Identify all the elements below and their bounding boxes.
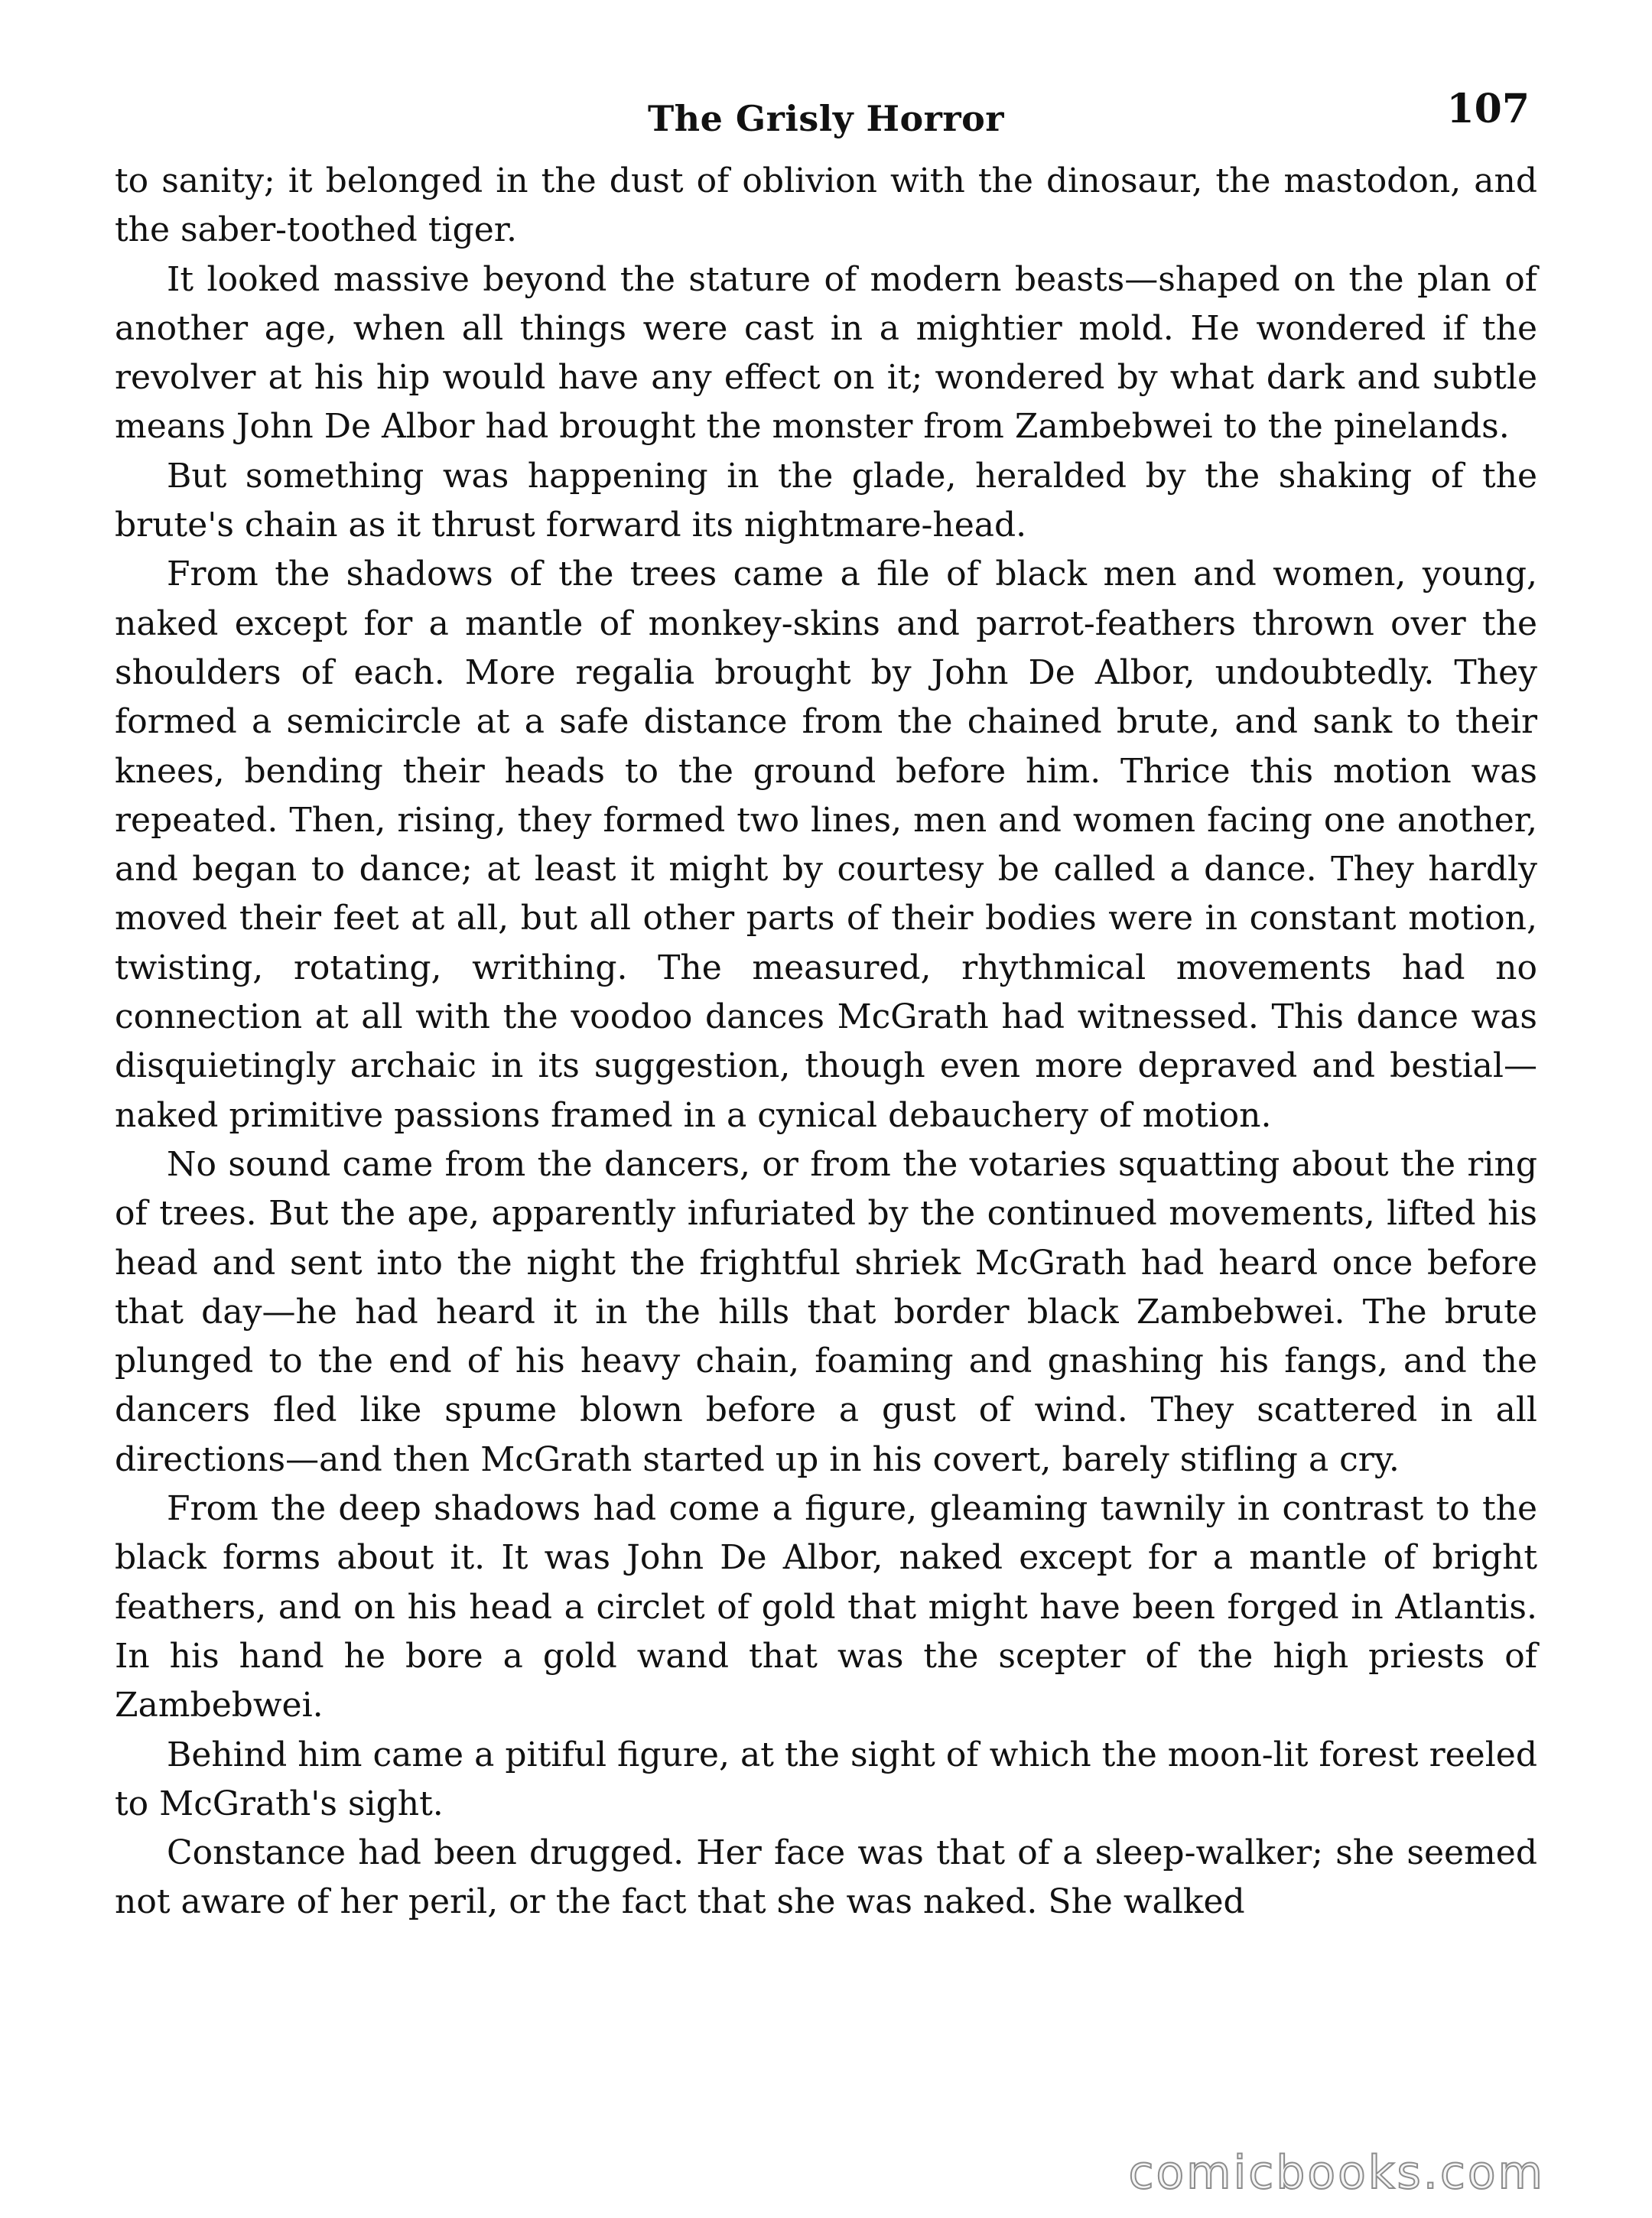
body-text — [115, 157, 1537, 1927]
paragraph: From the shadows of the trees came a file of black men and women, young, naked except for a mantle of monkey-skins and parrot-feathers thrown over the shoulders of each. More regalia brought by John De Albor, undoubtedly. They formed a semicircle at a safe distance from the chained brute, and sank to their knees, bending their heads to the ground before him. Thrice this motion was repeated. Then, rising, they formed two lines, men and women facing one another, and began to dance; at least it might by courtesy be called a dance. They hardly moved their feet at all, but all other parts of their bodies were in constant motion, twisting, rotating, writhing. The measured, rhythmical movements had no connection at all with the voodoo dances McGrath had witnessed. This dance was disquietingly archaic in its suggestion, though even more depraved and bestial—naked primitive passions framed in a cynical debauchery of motion. — [115, 554, 1537, 1135]
page-number: 107 — [1446, 86, 1530, 132]
paragraph: But something was happening in the glade, heralded by the shaking of the brute's chain as it thrust forward its nightmare-head. — [115, 456, 1537, 545]
watermark: comicbooks.com — [1128, 2146, 1545, 2200]
paragraph: From the deep shadows had come a figure, gleaming tawnily in contrast to the black forms about it. It was John De Albor, naked except for a mantle of bright feathers, and on his head a circlet of gold that might have been forged in Atlantis. In his hand he bore a gold wand that was the scepter of the high priests of Zambebwei. — [115, 1489, 1537, 1725]
paragraph: No sound came from the dancers, or from the votaries squatting about the ring of trees. But the ape, apparently infuriated by the continued movements, lifted his head and sent into the night the frightful shriek McGrath had heard once before that day—he had heard it in the hills that border black Zambebwei. The brute plunged to the end of his heavy chain, foaming and gnashing his fangs, and the dancers fled like spume blown before a gust of wind. They scattered in all directions—and then McGrath started up in his covert, barely stifling a cry. — [115, 1144, 1537, 1479]
paragraph: Constance had been drugged. Her face was that of a sleep-walker; she seemed not aware of her peril, or the fact that she was naked. She walked — [115, 1833, 1537, 1922]
paragraph: Behind him came a pitiful figure, at the sight of which the moon-lit forest reeled to McGrath's sight. — [115, 1735, 1537, 1823]
paragraph-continuation: to sanity; it belonged in the dust of oblivion with the dinosaur, the mastodon, and the saber-toothed tiger. — [115, 161, 1537, 250]
running-title: The Grisly Horror — [647, 98, 1005, 139]
paragraph: It looked massive beyond the stature of modern beasts—shaped on the plan of another age, when all things were cast in a mightier mold. He wondered if the revolver at his hip would have any effect on it; wondered by what dark and subtle means John De Albor had brought the monster from Zambebwei to the pinelands. — [115, 259, 1537, 447]
running-head — [115, 86, 1537, 154]
